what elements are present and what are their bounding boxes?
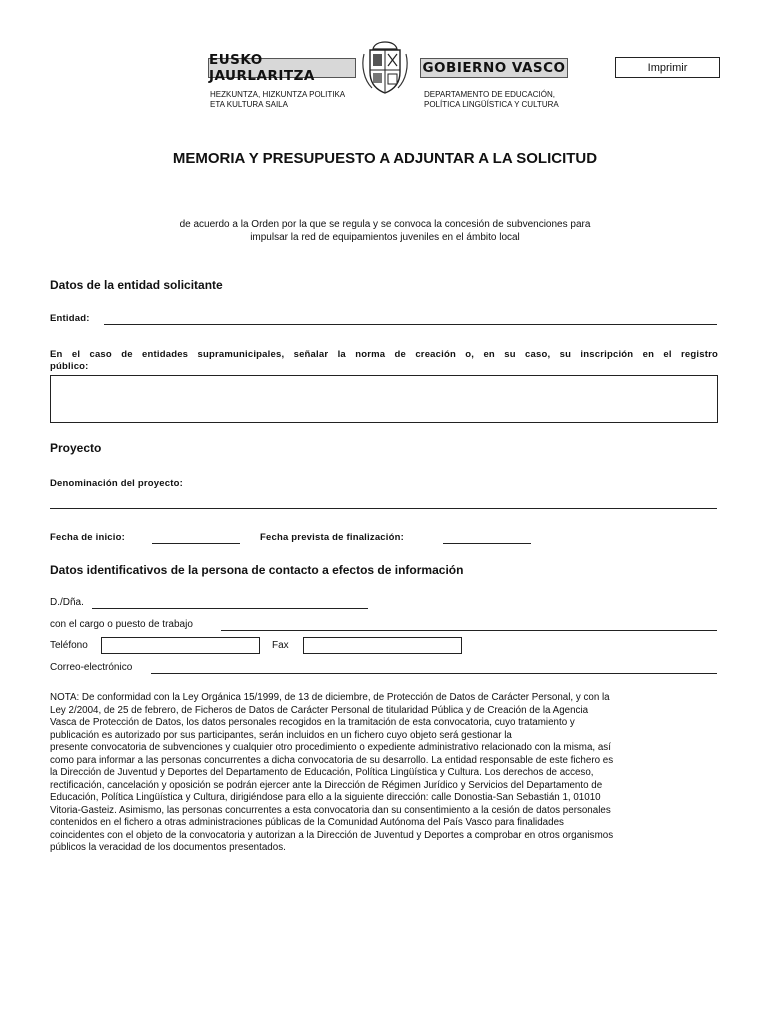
dept-name-basque [210, 90, 345, 110]
page-subtitle [100, 218, 670, 244]
note-line: rectificación, cancelación y oposición se podrán ejercer ante la Dirección de Régimen Jurídico y Servicios del Departamento de [50, 779, 603, 791]
dept-basque-line1: HEZKUNTZA, HIZKUNTZA POLITIKA [210, 90, 346, 99]
email-input[interactable] [151, 673, 717, 674]
supramunicipal-label [50, 349, 718, 373]
print-button[interactable]: Imprimir [615, 57, 720, 78]
note-line: Educación, Política Lingüística y Cultura, dirigiéndose para ello a la siguiente dirección: calle Donostia-San Sebastián 1, 01010 [50, 792, 601, 803]
project-name-input[interactable] [50, 508, 717, 509]
project-section-heading: Proyecto [50, 441, 102, 455]
contact-name-input[interactable] [92, 608, 368, 609]
fax-label: Fax [272, 640, 289, 651]
end-date-label: Fecha prevista de finalización: [260, 532, 404, 543]
contact-position-input[interactable] [221, 630, 717, 631]
note-line: presente convocatoria de subvenciones y cualquier otro procedimiento o expediente administrativo relacionado con la misma, así [50, 742, 611, 753]
fax-input[interactable] [303, 637, 462, 654]
supramunicipal-textarea[interactable] [50, 375, 718, 423]
phone-label: Teléfono [50, 640, 88, 651]
privacy-note [50, 692, 718, 855]
org-name-spanish: GOBIERNO VASCO [420, 58, 568, 78]
subtitle-line1: de acuerdo a la Orden por la que se regula y se convoca la concesión de subvenciones para [179, 219, 591, 230]
dept-basque-line2: ETA KULTURA SAILA [210, 100, 288, 109]
entity-section-heading: Datos de la entidad solicitante [50, 278, 223, 292]
coat-of-arms-icon [360, 40, 410, 96]
start-date-label: Fecha de inicio: [50, 532, 125, 543]
contact-position-label: con el cargo o puesto de trabajo [50, 619, 193, 630]
supramunicipal-label-line2: público: [50, 361, 89, 372]
dept-name-spanish [424, 90, 559, 110]
project-name-label: Denominación del proyecto: [50, 478, 183, 489]
page-title: MEMORIA Y PRESUPUESTO A ADJUNTAR A LA SOLICITUD [172, 150, 598, 167]
note-line: la Dirección de Juventud y Deportes del Departamento de Educación, Política Lingüística y Cultura. Los derechos de acceso, [50, 767, 594, 778]
note-line: como para informar a las personas concurrentes a dicha convocatoria de su desarrollo. La entidad responsable de este fichero es [50, 754, 614, 766]
note-line: públicos la veracidad de los documentos presentados. [50, 842, 286, 853]
note-line: publicación es autorizado por sus participantes, serán incluidos en un fichero cuyo objeto será gestionar la [50, 729, 512, 741]
contact-name-label: D./Dña. [50, 597, 84, 608]
contact-section-heading: Datos identificativos de la persona de contacto a efectos de información [50, 563, 464, 577]
org-name-basque: EUSKO JAURLARITZA [208, 58, 356, 78]
dept-spanish-line2: POLÍTICA LINGÜÍSTICA Y CULTURA [424, 100, 559, 109]
entity-label: Entidad: [50, 313, 90, 324]
supramunicipal-label-line1: En el caso de entidades supramunicipales, señalar la norma de creación o, en su caso, su inscripción en el registro [50, 349, 718, 360]
note-line: Ley 2/2004, de 25 de febrero, de Ficheros de Datos de Carácter Personal de titularidad Pública y de Creación de la Agencia [50, 704, 589, 716]
note-line: contenidos en el fichero a otras administraciones públicas de la Comunidad Autónoma del País Vasco para finalidades [50, 817, 564, 828]
note-line: NOTA: De conformidad con la Ley Orgánica 15/1999, de 13 de diciembre, de Protección de Datos de Carácter Personal, y con la [50, 692, 610, 703]
note-line: Vasca de Protección de Datos, los datos personales recogidos en la tramitación de esta convocatoria, cuyo tratamiento y [50, 717, 575, 728]
start-date-input[interactable] [152, 543, 240, 544]
phone-input[interactable] [101, 637, 260, 654]
note-line: Vitoria-Gasteiz. Asimismo, las personas concurrentes a esta convocatoria dan su consentimiento a la cesión de datos personales [50, 804, 611, 816]
end-date-input[interactable] [443, 543, 531, 544]
dept-spanish-line1: DEPARTAMENTO DE EDUCACIÓN, [424, 90, 555, 99]
note-line: coincidentes con el objeto de la convocatoria y autorizan a la Dirección de Juventud y Deportes a comprobar en otros organismos [50, 829, 614, 841]
entity-input[interactable] [104, 324, 717, 325]
email-label: Correo-electrónico [50, 662, 133, 673]
subtitle-line2: impulsar la red de equipamientos juveniles en el ámbito local [250, 232, 520, 243]
